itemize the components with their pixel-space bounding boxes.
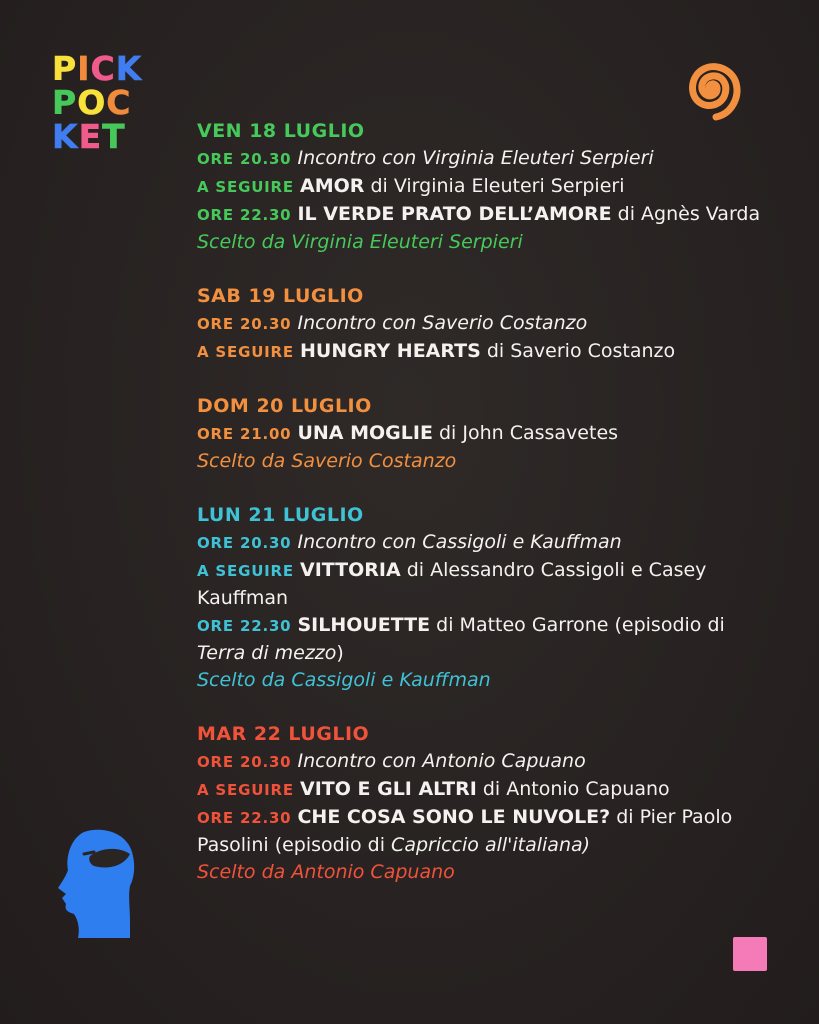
day-block: [197, 721, 767, 886]
logo-letter: C: [106, 83, 132, 122]
day-date: LUN 21 LUGLIO: [197, 504, 364, 526]
screening-row: [197, 804, 767, 859]
chosen-by: Scelto da Antonio Capuano: [197, 861, 455, 883]
time-label: ORE 21.00: [197, 425, 292, 443]
film-title: UNA MOGLIE: [297, 422, 433, 444]
screening-row: [197, 557, 767, 612]
day-date: SAB 19 LUGLIO: [197, 285, 364, 307]
day-block: [197, 283, 767, 366]
time-label: ORE 22.30: [197, 617, 292, 635]
logo-letter: T: [102, 117, 126, 156]
time-label: A SEGUIRE: [197, 178, 294, 196]
film-credit: di Saverio Costanzo: [480, 340, 676, 362]
logo-letter: K: [115, 49, 143, 88]
chosen-by: Scelto da Cassigoli e Kauffman: [197, 669, 491, 691]
screening-row: [197, 529, 767, 557]
screening-row: [197, 748, 767, 776]
logo-letter: P: [52, 83, 78, 122]
time-label: A SEGUIRE: [197, 562, 294, 580]
logo-letter: E: [78, 117, 103, 156]
pink-square: [733, 937, 767, 971]
spiral-icon: [676, 52, 748, 124]
program-list: [197, 118, 767, 913]
film-credit: di Pier Paolo Pasolini (episodio di: [197, 806, 733, 856]
time-label: ORE 20.30: [197, 534, 292, 552]
time-label: ORE 22.30: [197, 809, 292, 827]
episode-title: Terra di mezzo: [197, 642, 337, 664]
time-label: ORE 20.30: [197, 753, 292, 771]
logo-letter: O: [77, 83, 107, 122]
screening-row: [197, 612, 767, 667]
logo-line-2: [52, 83, 162, 122]
meeting-text: Incontro con Virginia Eleuteri Serpieri: [297, 147, 654, 169]
logo-line-1: [52, 49, 162, 88]
chosen-by: Scelto da Saverio Costanzo: [197, 450, 457, 472]
screening-row: [197, 310, 767, 338]
logo-letter: P: [52, 49, 78, 88]
episode-title: Capriccio all'italiana): [391, 834, 591, 856]
film-title: IL VERDE PRATO DELL’AMORE: [297, 203, 612, 225]
film-title: HUNGRY HEARTS: [300, 340, 481, 362]
logo-line-3: [52, 117, 162, 156]
logo-letter: K: [52, 117, 79, 156]
head-profile-icon: [54, 826, 138, 940]
film-credit: di Agnès Varda: [611, 203, 761, 225]
film-credit: di John Cassavetes: [432, 422, 619, 444]
screening-row: [197, 776, 767, 804]
day-date: MAR 22 LUGLIO: [197, 723, 370, 745]
day-block: [197, 502, 767, 694]
day-block: [197, 393, 767, 475]
film-title: VITTORIA: [300, 559, 401, 581]
screening-row: [197, 201, 767, 229]
day-date: DOM 20 LUGLIO: [197, 395, 372, 417]
screening-row: [197, 420, 767, 448]
film-title: AMOR: [300, 175, 365, 197]
pickpocket-logo: [52, 49, 162, 156]
screening-row: [197, 173, 767, 201]
time-label: A SEGUIRE: [197, 343, 294, 361]
time-label: A SEGUIRE: [197, 781, 294, 799]
film-credit: di Alessandro Cassigoli e Casey Kauffman: [197, 559, 707, 609]
film-credit: di Matteo Garrone (episodio di: [430, 614, 725, 636]
film-title: VITO E GLI ALTRI: [300, 778, 477, 800]
meeting-text: Incontro con Cassigoli e Kauffman: [297, 531, 622, 553]
screening-row: [197, 338, 767, 366]
logo-letter: I: [77, 49, 91, 88]
day-block: [197, 118, 767, 256]
film-credit: di Virginia Eleuteri Serpieri: [364, 175, 625, 197]
film-title: SILHOUETTE: [297, 614, 431, 636]
day-date: VEN 18 LUGLIO: [197, 120, 365, 142]
meeting-text: Incontro con Saverio Costanzo: [297, 312, 588, 334]
film-credit: di Antonio Capuano: [476, 778, 670, 800]
screening-row: [197, 145, 767, 173]
film-title: CHE COSA SONO LE NUVOLE?: [297, 806, 611, 828]
meeting-text: Incontro con Antonio Capuano: [297, 750, 586, 772]
time-label: ORE 22.30: [197, 206, 292, 224]
logo-letter: C: [90, 49, 116, 88]
time-label: ORE 20.30: [197, 315, 292, 333]
chosen-by: Scelto da Virginia Eleuteri Serpieri: [197, 231, 523, 253]
film-credit-end: ): [336, 642, 344, 664]
time-label: ORE 20.30: [197, 150, 292, 168]
